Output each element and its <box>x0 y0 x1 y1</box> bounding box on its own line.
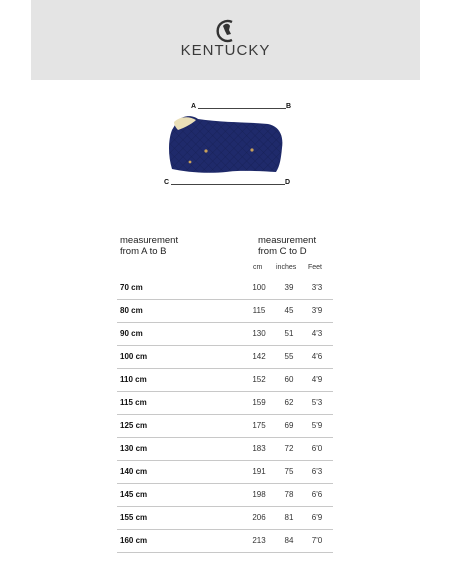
table-row <box>117 299 333 323</box>
cell-ab: 100 cm <box>120 352 148 361</box>
cell-ab: 130 cm <box>120 444 148 453</box>
table-row <box>117 368 333 392</box>
cell-inches: 81 <box>284 513 294 522</box>
brand-wordmark: KENTUCKY <box>180 42 271 59</box>
column-heading-cd: measurement from C to D <box>258 235 317 257</box>
rug-diagram <box>160 100 300 195</box>
cell-cm: 130 <box>252 329 266 338</box>
cell-ab: 110 cm <box>120 375 147 384</box>
label-c: C <box>164 179 170 186</box>
cell-ab: 155 cm <box>120 513 148 522</box>
cell-cm: 191 <box>252 467 266 476</box>
cell-cm: 213 <box>252 536 266 545</box>
cell-inches: 72 <box>284 444 294 453</box>
cell-inches: 78 <box>284 490 294 499</box>
label-d: D <box>285 179 291 186</box>
cell-inches: 60 <box>284 375 294 384</box>
table-row <box>117 437 333 461</box>
cell-feet: 6'6 <box>311 490 323 499</box>
label-b: B <box>286 103 292 110</box>
cell-cm: 206 <box>252 513 266 522</box>
cell-ab: 115 cm <box>120 398 147 407</box>
cell-feet: 6'9 <box>311 513 323 522</box>
cell-cm: 198 <box>252 490 266 499</box>
cell-ab: 140 cm <box>120 467 148 476</box>
table-row <box>117 276 333 300</box>
cell-cm: 142 <box>252 352 266 361</box>
cell-inches: 69 <box>284 421 294 430</box>
cell-feet: 4'9 <box>311 375 323 384</box>
cell-feet: 6'0 <box>311 444 323 453</box>
cell-cm: 183 <box>252 444 266 453</box>
table-row <box>117 483 333 507</box>
cell-feet: 5'9 <box>311 421 323 430</box>
cell-cm: 115 <box>252 306 266 315</box>
label-a: A <box>191 103 197 110</box>
cell-feet: 4'3 <box>311 329 323 338</box>
cell-inches: 39 <box>284 283 294 292</box>
cell-cm: 152 <box>252 375 266 384</box>
table-row <box>117 506 333 530</box>
cell-inches: 51 <box>284 329 294 338</box>
horse-logo-icon <box>212 18 240 44</box>
cell-cm: 175 <box>252 421 266 430</box>
brand-header <box>31 0 420 80</box>
table-row <box>117 322 333 346</box>
cell-cm: 100 <box>252 283 266 292</box>
unit-cm-header: cm <box>253 264 263 271</box>
column-heading-ab: measurement from A to B <box>120 235 179 257</box>
cell-inches: 84 <box>284 536 294 545</box>
unit-feet-header: Feet <box>308 264 323 271</box>
horse-rug-image <box>166 114 290 176</box>
cell-inches: 55 <box>284 352 294 361</box>
cell-ab: 160 cm <box>120 536 148 545</box>
table-row <box>117 414 333 438</box>
cell-feet: 6'3 <box>311 467 323 476</box>
table-row <box>117 391 333 415</box>
cell-ab: 125 cm <box>120 421 148 430</box>
cell-ab: 70 cm <box>120 283 143 292</box>
cell-inches: 75 <box>284 467 294 476</box>
cell-ab: 80 cm <box>120 306 143 315</box>
cell-feet: 3'3 <box>311 283 323 292</box>
cell-inches: 45 <box>284 306 294 315</box>
cell-feet: 4'6 <box>311 352 323 361</box>
table-row <box>117 529 333 553</box>
cell-inches: 62 <box>284 398 294 407</box>
table-row <box>117 345 333 369</box>
cell-feet: 5'3 <box>311 398 323 407</box>
cell-cm: 159 <box>252 398 266 407</box>
dimension-line-cd <box>171 184 285 185</box>
cell-feet: 7'0 <box>311 536 323 545</box>
cell-feet: 3'9 <box>311 306 323 315</box>
dimension-line-ab <box>198 108 286 109</box>
table-row <box>117 460 333 484</box>
unit-inches-header: inches <box>276 264 297 271</box>
cell-ab: 90 cm <box>120 329 143 338</box>
cell-ab: 145 cm <box>120 490 148 499</box>
